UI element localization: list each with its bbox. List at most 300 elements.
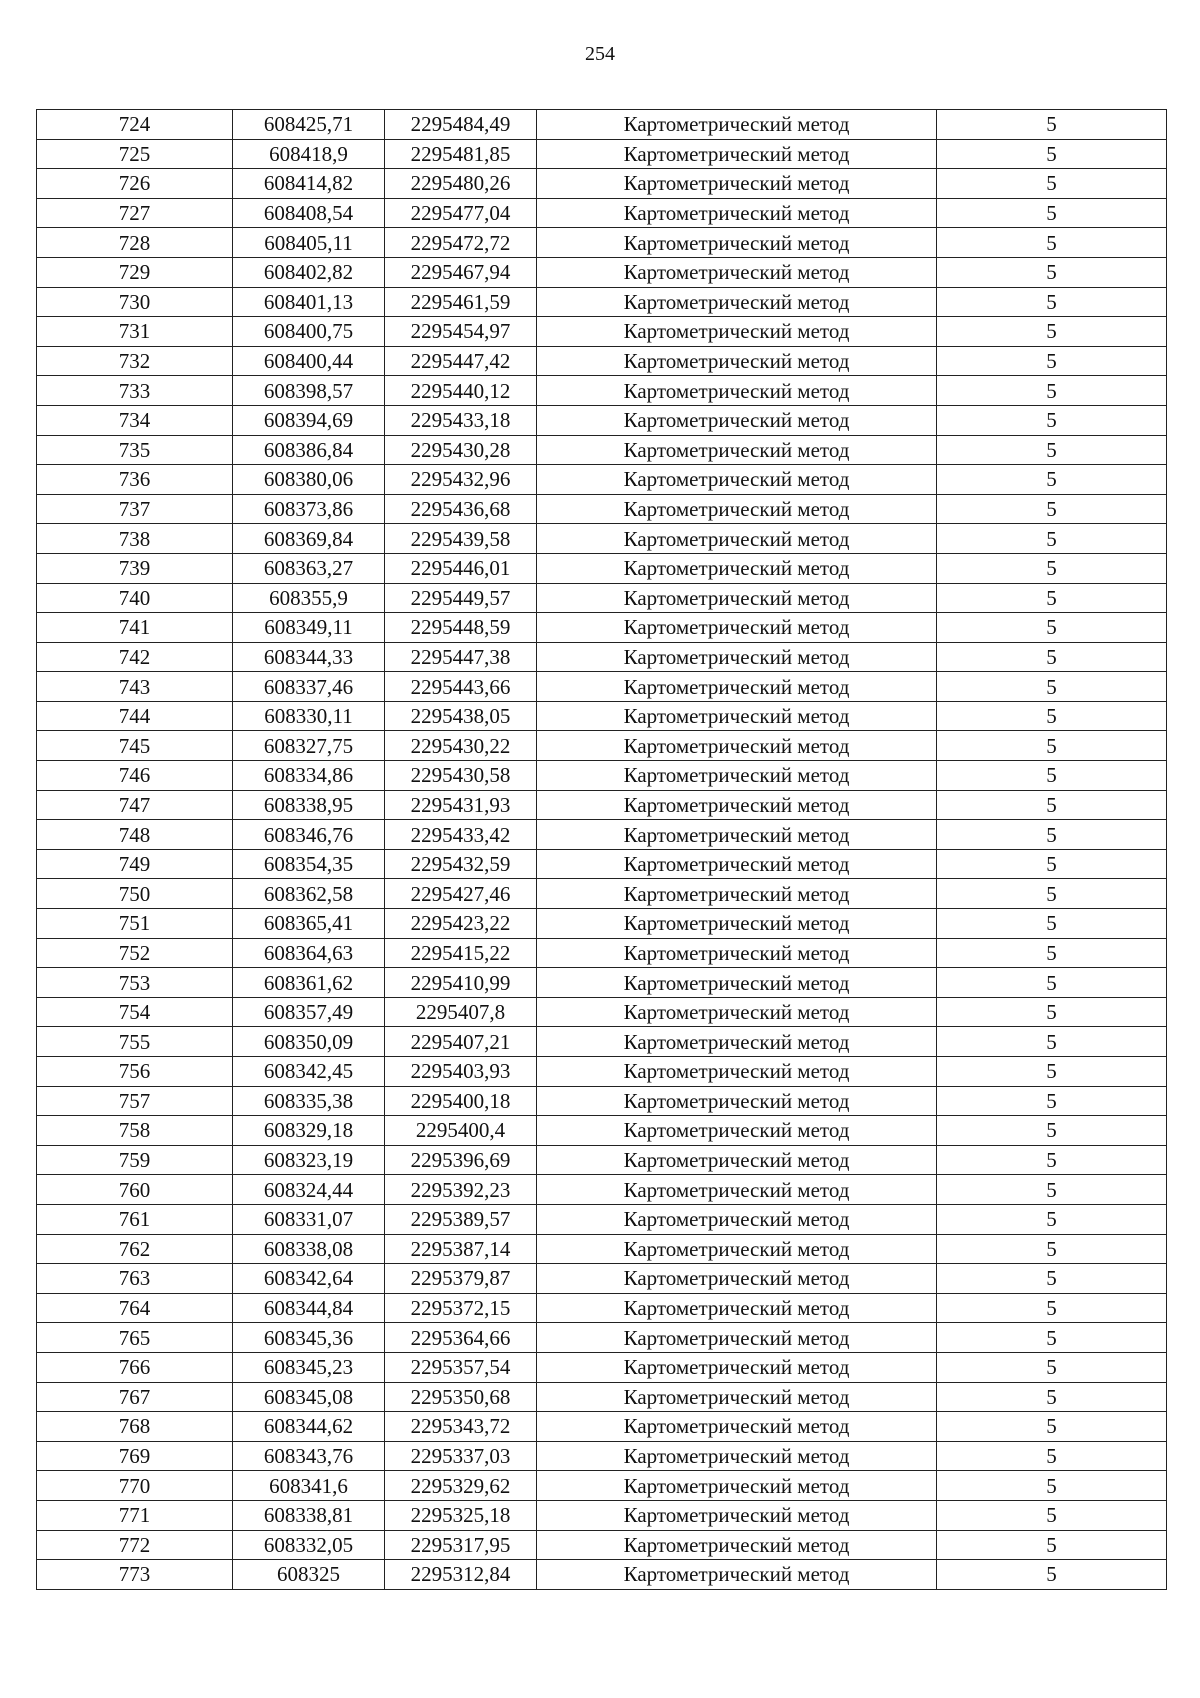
x-coordinate-cell: 608338,08 — [233, 1234, 385, 1264]
point-number-cell: 753 — [37, 968, 233, 998]
y-coordinate-cell: 2295432,59 — [385, 849, 537, 879]
y-coordinate-cell: 2295432,96 — [385, 465, 537, 495]
method-cell: Картометрический метод — [537, 257, 937, 287]
y-coordinate-cell: 2295423,22 — [385, 909, 537, 939]
accuracy-cell: 5 — [937, 376, 1167, 406]
point-number-cell: 773 — [37, 1560, 233, 1590]
table-row — [37, 1264, 1167, 1294]
x-coordinate-cell: 608400,75 — [233, 317, 385, 347]
point-number-cell: 766 — [37, 1352, 233, 1382]
table-row — [37, 613, 1167, 643]
y-coordinate-cell: 2295410,99 — [385, 968, 537, 998]
method-cell: Картометрический метод — [537, 139, 937, 169]
accuracy-cell: 5 — [937, 997, 1167, 1027]
method-cell: Картометрический метод — [537, 1264, 937, 1294]
point-number-cell: 735 — [37, 435, 233, 465]
x-coordinate-cell: 608343,76 — [233, 1441, 385, 1471]
point-number-cell: 734 — [37, 405, 233, 435]
point-number-cell: 738 — [37, 524, 233, 554]
method-cell: Картометрический метод — [537, 909, 937, 939]
x-coordinate-cell: 608386,84 — [233, 435, 385, 465]
point-number-cell: 760 — [37, 1175, 233, 1205]
x-coordinate-cell: 608346,76 — [233, 820, 385, 850]
x-coordinate-cell: 608400,44 — [233, 346, 385, 376]
table-row — [37, 1057, 1167, 1087]
x-coordinate-cell: 608355,9 — [233, 583, 385, 613]
accuracy-cell: 5 — [937, 583, 1167, 613]
point-number-cell: 725 — [37, 139, 233, 169]
table-row — [37, 465, 1167, 495]
accuracy-cell: 5 — [937, 938, 1167, 968]
x-coordinate-cell: 608342,64 — [233, 1264, 385, 1294]
y-coordinate-cell: 2295433,42 — [385, 820, 537, 850]
method-cell: Картометрический метод — [537, 997, 937, 1027]
y-coordinate-cell: 2295430,58 — [385, 761, 537, 791]
method-cell: Картометрический метод — [537, 1086, 937, 1116]
accuracy-cell: 5 — [937, 1234, 1167, 1264]
table-row — [37, 1382, 1167, 1412]
point-number-cell: 757 — [37, 1086, 233, 1116]
point-number-cell: 759 — [37, 1145, 233, 1175]
point-number-cell: 730 — [37, 287, 233, 317]
point-number-cell: 752 — [37, 938, 233, 968]
x-coordinate-cell: 608418,9 — [233, 139, 385, 169]
accuracy-cell: 5 — [937, 346, 1167, 376]
x-coordinate-cell: 608373,86 — [233, 494, 385, 524]
method-cell: Картометрический метод — [537, 583, 937, 613]
point-number-cell: 769 — [37, 1441, 233, 1471]
method-cell: Картометрический метод — [537, 879, 937, 909]
method-cell: Картометрический метод — [537, 494, 937, 524]
y-coordinate-cell: 2295433,18 — [385, 405, 537, 435]
x-coordinate-cell: 608361,62 — [233, 968, 385, 998]
table-row — [37, 1116, 1167, 1146]
accuracy-cell: 5 — [937, 435, 1167, 465]
accuracy-cell: 5 — [937, 1204, 1167, 1234]
method-cell: Картометрический метод — [537, 1382, 937, 1412]
y-coordinate-cell: 2295447,38 — [385, 642, 537, 672]
accuracy-cell: 5 — [937, 228, 1167, 258]
point-number-cell: 767 — [37, 1382, 233, 1412]
method-cell: Картометрический метод — [537, 524, 937, 554]
y-coordinate-cell: 2295431,93 — [385, 790, 537, 820]
y-coordinate-cell: 2295357,54 — [385, 1352, 537, 1382]
accuracy-cell: 5 — [937, 1530, 1167, 1560]
accuracy-cell: 5 — [937, 317, 1167, 347]
accuracy-cell: 5 — [937, 879, 1167, 909]
x-coordinate-cell: 608369,84 — [233, 524, 385, 554]
accuracy-cell: 5 — [937, 287, 1167, 317]
y-coordinate-cell: 2295430,28 — [385, 435, 537, 465]
accuracy-cell: 5 — [937, 1441, 1167, 1471]
table-row — [37, 849, 1167, 879]
y-coordinate-cell: 2295481,85 — [385, 139, 537, 169]
point-number-cell: 737 — [37, 494, 233, 524]
table-row — [37, 1293, 1167, 1323]
accuracy-cell: 5 — [937, 553, 1167, 583]
y-coordinate-cell: 2295364,66 — [385, 1323, 537, 1353]
table-row — [37, 761, 1167, 791]
accuracy-cell: 5 — [937, 1086, 1167, 1116]
accuracy-cell: 5 — [937, 968, 1167, 998]
x-coordinate-cell: 608331,07 — [233, 1204, 385, 1234]
table-row — [37, 1412, 1167, 1442]
table-row — [37, 376, 1167, 406]
y-coordinate-cell: 2295312,84 — [385, 1560, 537, 1590]
accuracy-cell: 5 — [937, 1057, 1167, 1087]
point-number-cell: 739 — [37, 553, 233, 583]
accuracy-cell: 5 — [937, 790, 1167, 820]
x-coordinate-cell: 608338,95 — [233, 790, 385, 820]
accuracy-cell: 5 — [937, 465, 1167, 495]
point-number-cell: 732 — [37, 346, 233, 376]
x-coordinate-cell: 608354,35 — [233, 849, 385, 879]
x-coordinate-cell: 608398,57 — [233, 376, 385, 406]
table-row — [37, 1500, 1167, 1530]
point-number-cell: 772 — [37, 1530, 233, 1560]
method-cell: Картометрический метод — [537, 1116, 937, 1146]
table-row — [37, 553, 1167, 583]
accuracy-cell: 5 — [937, 1175, 1167, 1205]
method-cell: Картометрический метод — [537, 701, 937, 731]
accuracy-cell: 5 — [937, 494, 1167, 524]
table-row — [37, 731, 1167, 761]
point-number-cell: 763 — [37, 1264, 233, 1294]
accuracy-cell: 5 — [937, 198, 1167, 228]
y-coordinate-cell: 2295440,12 — [385, 376, 537, 406]
x-coordinate-cell: 608341,6 — [233, 1471, 385, 1501]
method-cell: Картометрический метод — [537, 1530, 937, 1560]
y-coordinate-cell: 2295400,4 — [385, 1116, 537, 1146]
y-coordinate-cell: 2295439,58 — [385, 524, 537, 554]
point-number-cell: 727 — [37, 198, 233, 228]
x-coordinate-cell: 608363,27 — [233, 553, 385, 583]
method-cell: Картометрический метод — [537, 849, 937, 879]
x-coordinate-cell: 608401,13 — [233, 287, 385, 317]
table-row — [37, 583, 1167, 613]
table-row — [37, 317, 1167, 347]
coordinates-table-body — [37, 110, 1167, 1590]
table-row — [37, 701, 1167, 731]
method-cell: Картометрический метод — [537, 110, 937, 140]
accuracy-cell: 5 — [937, 642, 1167, 672]
point-number-cell: 751 — [37, 909, 233, 939]
table-row — [37, 110, 1167, 140]
y-coordinate-cell: 2295427,46 — [385, 879, 537, 909]
accuracy-cell: 5 — [937, 1412, 1167, 1442]
y-coordinate-cell: 2295461,59 — [385, 287, 537, 317]
accuracy-cell: 5 — [937, 820, 1167, 850]
y-coordinate-cell: 2295407,21 — [385, 1027, 537, 1057]
point-number-cell: 758 — [37, 1116, 233, 1146]
x-coordinate-cell: 608362,58 — [233, 879, 385, 909]
accuracy-cell: 5 — [937, 1264, 1167, 1294]
x-coordinate-cell: 608408,54 — [233, 198, 385, 228]
accuracy-cell: 5 — [937, 169, 1167, 199]
method-cell: Картометрический метод — [537, 1441, 937, 1471]
method-cell: Картометрический метод — [537, 761, 937, 791]
accuracy-cell: 5 — [937, 731, 1167, 761]
point-number-cell: 748 — [37, 820, 233, 850]
table-row — [37, 879, 1167, 909]
table-row — [37, 346, 1167, 376]
accuracy-cell: 5 — [937, 672, 1167, 702]
table-row — [37, 1234, 1167, 1264]
method-cell: Картометрический метод — [537, 553, 937, 583]
method-cell: Картометрический метод — [537, 169, 937, 199]
table-row — [37, 672, 1167, 702]
point-number-cell: 740 — [37, 583, 233, 613]
x-coordinate-cell: 608394,69 — [233, 405, 385, 435]
method-cell: Картометрический метод — [537, 1412, 937, 1442]
method-cell: Картометрический метод — [537, 613, 937, 643]
point-number-cell: 764 — [37, 1293, 233, 1323]
y-coordinate-cell: 2295343,72 — [385, 1412, 537, 1442]
x-coordinate-cell: 608344,84 — [233, 1293, 385, 1323]
y-coordinate-cell: 2295449,57 — [385, 583, 537, 613]
x-coordinate-cell: 608338,81 — [233, 1500, 385, 1530]
point-number-cell: 743 — [37, 672, 233, 702]
x-coordinate-cell: 608334,86 — [233, 761, 385, 791]
point-number-cell: 756 — [37, 1057, 233, 1087]
accuracy-cell: 5 — [937, 1500, 1167, 1530]
y-coordinate-cell: 2295337,03 — [385, 1441, 537, 1471]
table-row — [37, 1086, 1167, 1116]
x-coordinate-cell: 608364,63 — [233, 938, 385, 968]
method-cell: Картометрический метод — [537, 435, 937, 465]
accuracy-cell: 5 — [937, 701, 1167, 731]
x-coordinate-cell: 608357,49 — [233, 997, 385, 1027]
accuracy-cell: 5 — [937, 1027, 1167, 1057]
y-coordinate-cell: 2295400,18 — [385, 1086, 537, 1116]
method-cell: Картометрический метод — [537, 672, 937, 702]
table-row — [37, 1204, 1167, 1234]
method-cell: Картометрический метод — [537, 1057, 937, 1087]
x-coordinate-cell: 608402,82 — [233, 257, 385, 287]
method-cell: Картометрический метод — [537, 731, 937, 761]
accuracy-cell: 5 — [937, 1323, 1167, 1353]
method-cell: Картометрический метод — [537, 968, 937, 998]
x-coordinate-cell: 608344,62 — [233, 1412, 385, 1442]
y-coordinate-cell: 2295407,8 — [385, 997, 537, 1027]
point-number-cell: 731 — [37, 317, 233, 347]
x-coordinate-cell: 608425,71 — [233, 110, 385, 140]
y-coordinate-cell: 2295329,62 — [385, 1471, 537, 1501]
x-coordinate-cell: 608330,11 — [233, 701, 385, 731]
y-coordinate-cell: 2295396,69 — [385, 1145, 537, 1175]
x-coordinate-cell: 608405,11 — [233, 228, 385, 258]
y-coordinate-cell: 2295392,23 — [385, 1175, 537, 1205]
y-coordinate-cell: 2295448,59 — [385, 613, 537, 643]
x-coordinate-cell: 608324,44 — [233, 1175, 385, 1205]
accuracy-cell: 5 — [937, 849, 1167, 879]
y-coordinate-cell: 2295317,95 — [385, 1530, 537, 1560]
accuracy-cell: 5 — [937, 1352, 1167, 1382]
y-coordinate-cell: 2295436,68 — [385, 494, 537, 524]
y-coordinate-cell: 2295389,57 — [385, 1204, 537, 1234]
point-number-cell: 742 — [37, 642, 233, 672]
point-number-cell: 729 — [37, 257, 233, 287]
page-number: 254 — [585, 43, 615, 65]
point-number-cell: 744 — [37, 701, 233, 731]
table-row — [37, 968, 1167, 998]
table-row — [37, 1175, 1167, 1205]
x-coordinate-cell: 608345,36 — [233, 1323, 385, 1353]
method-cell: Картометрический метод — [537, 1204, 937, 1234]
method-cell: Картометрический метод — [537, 1234, 937, 1264]
table-row — [37, 435, 1167, 465]
table-row — [37, 997, 1167, 1027]
x-coordinate-cell: 608329,18 — [233, 1116, 385, 1146]
accuracy-cell: 5 — [937, 1560, 1167, 1590]
table-row — [37, 494, 1167, 524]
y-coordinate-cell: 2295484,49 — [385, 110, 537, 140]
point-number-cell: 750 — [37, 879, 233, 909]
method-cell: Картометрический метод — [537, 346, 937, 376]
x-coordinate-cell: 608327,75 — [233, 731, 385, 761]
y-coordinate-cell: 2295387,14 — [385, 1234, 537, 1264]
point-number-cell: 747 — [37, 790, 233, 820]
table-row — [37, 1441, 1167, 1471]
point-number-cell: 746 — [37, 761, 233, 791]
x-coordinate-cell: 608350,09 — [233, 1027, 385, 1057]
method-cell: Картометрический метод — [537, 1560, 937, 1590]
method-cell: Картометрический метод — [537, 198, 937, 228]
point-number-cell: 755 — [37, 1027, 233, 1057]
method-cell: Картометрический метод — [537, 642, 937, 672]
method-cell: Картометрический метод — [537, 1500, 937, 1530]
method-cell: Картометрический метод — [537, 938, 937, 968]
point-number-cell: 762 — [37, 1234, 233, 1264]
method-cell: Картометрический метод — [537, 287, 937, 317]
y-coordinate-cell: 2295438,05 — [385, 701, 537, 731]
point-number-cell: 765 — [37, 1323, 233, 1353]
y-coordinate-cell: 2295403,93 — [385, 1057, 537, 1087]
y-coordinate-cell: 2295472,72 — [385, 228, 537, 258]
table-row — [37, 1145, 1167, 1175]
x-coordinate-cell: 608349,11 — [233, 613, 385, 643]
accuracy-cell: 5 — [937, 524, 1167, 554]
accuracy-cell: 5 — [937, 613, 1167, 643]
table-row — [37, 642, 1167, 672]
method-cell: Картометрический метод — [537, 1027, 937, 1057]
accuracy-cell: 5 — [937, 1293, 1167, 1323]
y-coordinate-cell: 2295477,04 — [385, 198, 537, 228]
point-number-cell: 761 — [37, 1204, 233, 1234]
point-number-cell: 754 — [37, 997, 233, 1027]
x-coordinate-cell: 608345,23 — [233, 1352, 385, 1382]
table-row — [37, 139, 1167, 169]
table-row — [37, 1027, 1167, 1057]
method-cell: Картометрический метод — [537, 465, 937, 495]
accuracy-cell: 5 — [937, 761, 1167, 791]
method-cell: Картометрический метод — [537, 1352, 937, 1382]
method-cell: Картометрический метод — [537, 1323, 937, 1353]
method-cell: Картометрический метод — [537, 228, 937, 258]
x-coordinate-cell: 608345,08 — [233, 1382, 385, 1412]
table-row — [37, 820, 1167, 850]
table-row — [37, 1530, 1167, 1560]
accuracy-cell: 5 — [937, 1145, 1167, 1175]
table-row — [37, 1560, 1167, 1590]
table-row — [37, 228, 1167, 258]
x-coordinate-cell: 608332,05 — [233, 1530, 385, 1560]
accuracy-cell: 5 — [937, 257, 1167, 287]
point-number-cell: 726 — [37, 169, 233, 199]
method-cell: Картометрический метод — [537, 376, 937, 406]
x-coordinate-cell: 608344,33 — [233, 642, 385, 672]
table-row — [37, 198, 1167, 228]
x-coordinate-cell: 608414,82 — [233, 169, 385, 199]
table-row — [37, 1323, 1167, 1353]
y-coordinate-cell: 2295443,66 — [385, 672, 537, 702]
method-cell: Картометрический метод — [537, 820, 937, 850]
y-coordinate-cell: 2295454,97 — [385, 317, 537, 347]
accuracy-cell: 5 — [937, 1382, 1167, 1412]
point-number-cell: 728 — [37, 228, 233, 258]
point-number-cell: 771 — [37, 1500, 233, 1530]
method-cell: Картометрический метод — [537, 405, 937, 435]
table-row — [37, 257, 1167, 287]
table-row — [37, 524, 1167, 554]
table-row — [37, 1471, 1167, 1501]
y-coordinate-cell: 2295372,15 — [385, 1293, 537, 1323]
accuracy-cell: 5 — [937, 110, 1167, 140]
x-coordinate-cell: 608380,06 — [233, 465, 385, 495]
coordinates-table — [36, 109, 1167, 1590]
x-coordinate-cell: 608325 — [233, 1560, 385, 1590]
table-row — [37, 1352, 1167, 1382]
point-number-cell: 749 — [37, 849, 233, 879]
x-coordinate-cell: 608335,38 — [233, 1086, 385, 1116]
y-coordinate-cell: 2295447,42 — [385, 346, 537, 376]
y-coordinate-cell: 2295350,68 — [385, 1382, 537, 1412]
point-number-cell: 736 — [37, 465, 233, 495]
method-cell: Картометрический метод — [537, 1175, 937, 1205]
y-coordinate-cell: 2295325,18 — [385, 1500, 537, 1530]
point-number-cell: 724 — [37, 110, 233, 140]
method-cell: Картометрический метод — [537, 1471, 937, 1501]
y-coordinate-cell: 2295430,22 — [385, 731, 537, 761]
table-row — [37, 169, 1167, 199]
y-coordinate-cell: 2295379,87 — [385, 1264, 537, 1294]
accuracy-cell: 5 — [937, 1471, 1167, 1501]
method-cell: Картометрический метод — [537, 1145, 937, 1175]
y-coordinate-cell: 2295480,26 — [385, 169, 537, 199]
x-coordinate-cell: 608342,45 — [233, 1057, 385, 1087]
point-number-cell: 768 — [37, 1412, 233, 1442]
x-coordinate-cell: 608337,46 — [233, 672, 385, 702]
x-coordinate-cell: 608323,19 — [233, 1145, 385, 1175]
table-row — [37, 287, 1167, 317]
table-row — [37, 909, 1167, 939]
table-row — [37, 790, 1167, 820]
point-number-cell: 741 — [37, 613, 233, 643]
accuracy-cell: 5 — [937, 909, 1167, 939]
method-cell: Картометрический метод — [537, 317, 937, 347]
y-coordinate-cell: 2295415,22 — [385, 938, 537, 968]
point-number-cell: 745 — [37, 731, 233, 761]
table-row — [37, 405, 1167, 435]
point-number-cell: 770 — [37, 1471, 233, 1501]
y-coordinate-cell: 2295446,01 — [385, 553, 537, 583]
method-cell: Картометрический метод — [537, 790, 937, 820]
method-cell: Картометрический метод — [537, 1293, 937, 1323]
table-row — [37, 938, 1167, 968]
accuracy-cell: 5 — [937, 405, 1167, 435]
accuracy-cell: 5 — [937, 139, 1167, 169]
accuracy-cell: 5 — [937, 1116, 1167, 1146]
